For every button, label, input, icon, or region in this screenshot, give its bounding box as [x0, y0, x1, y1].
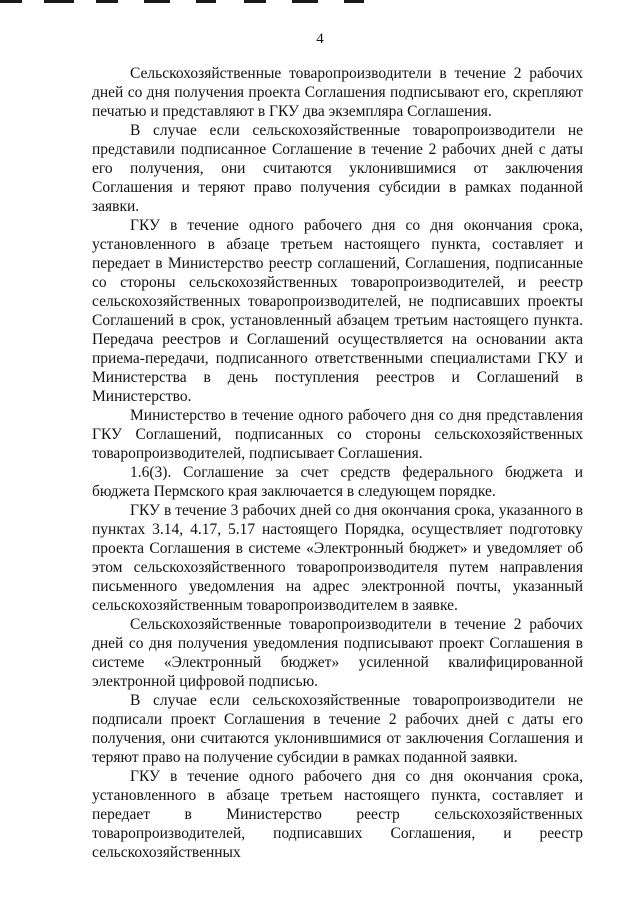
paragraph-gku-registry-electronic: ГКУ в течение одного рабочего дня со дня окончания срока, установленного в абзаце третьем настоящего пункта, составляет и передает в Министерство реестр сельскохозяйственных товаропроизводителей, подписавших Соглашения, и реестр сельскохозяйственных [92, 768, 583, 861]
paragraph-gku-electronic-draft: ГКУ в течение 3 рабочих дней со дня окончания срока, указанного в пунктах 3.14, 4.17, 5.17 настоящего Порядка, осуществляет подготовку проекта Соглашения в системе «Электронный бюджет» и уведомляет об этом сельскохозяйственного товаропроизводителя путем направления письменного уведомления на адрес электронной почты, указанный сельскохозяйственным товаропроизводителем в заявке. [92, 502, 583, 614]
page-number: 4 [316, 31, 324, 47]
scan-edge-marks [0, 0, 640, 8]
paragraph-evasion-electronic: В случае если сельскохозяйственные товаропроизводители не подписали проект Соглашения в течение 2 рабочих дней с даты его получения, они считаются уклонившимися от заключения Соглашения и теряют право на получение субсидии в рамках поданной заявки. [92, 692, 583, 766]
paragraph-signing-term: Сельскохозяйственные товаропроизводители в течение 2 рабочих дней со дня получения проекта Соглашения подписывают его, скрепляют печатью и представляют в ГКУ два экземпляра Соглашения. [92, 65, 583, 120]
document-body [92, 64, 583, 862]
paragraph-electronic-signature: Сельскохозяйственные товаропроизводители в течение 2 рабочих дней со дня получения уведомления подписывают проект Соглашения в системе «Электронный бюджет» усиленной квалифицированной электронной цифровой подписью. [92, 616, 583, 690]
paragraph-section-1-6-3: 1.6(3). Соглашение за счет средств федерального бюджета и бюджета Пермского края заключается в следующем порядке. [92, 464, 583, 500]
paragraph-gku-registry-transfer: ГКУ в течение одного рабочего дня со дня окончания срока, установленного в абзаце третьем настоящего пункта, составляет и передает в Министерство реестр соглашений, Соглашения, подписанные со стороны сельскохозяйственных товаропроизводителей, и реестр сельскохозяйственных товаропроизводителей, не подписавших проекты Соглашений в срок, установленный абзацем третьим настоящего пункта. Передача реестров и Соглашений осуществляется на основании акта приема-передачи, подписанного ответственными специалистами ГКУ и Министерства в день поступления реестров и Соглашений в Министерство. [92, 217, 583, 405]
paragraph-evasion-paper: В случае если сельскохозяйственные товаропроизводители не представили подписанное Соглашение в течение 2 рабочих дней с даты его получения, они считаются уклонившимися от заключения Соглашения и теряют право получения субсидии в рамках поданной заявки. [92, 122, 583, 215]
paragraph-ministry-signing: Министерство в течение одного рабочего дня со дня представления ГКУ Соглашений, подписанных со стороны сельскохозяйственных товаропроизводителей, подписывает Соглашения. [92, 407, 583, 462]
